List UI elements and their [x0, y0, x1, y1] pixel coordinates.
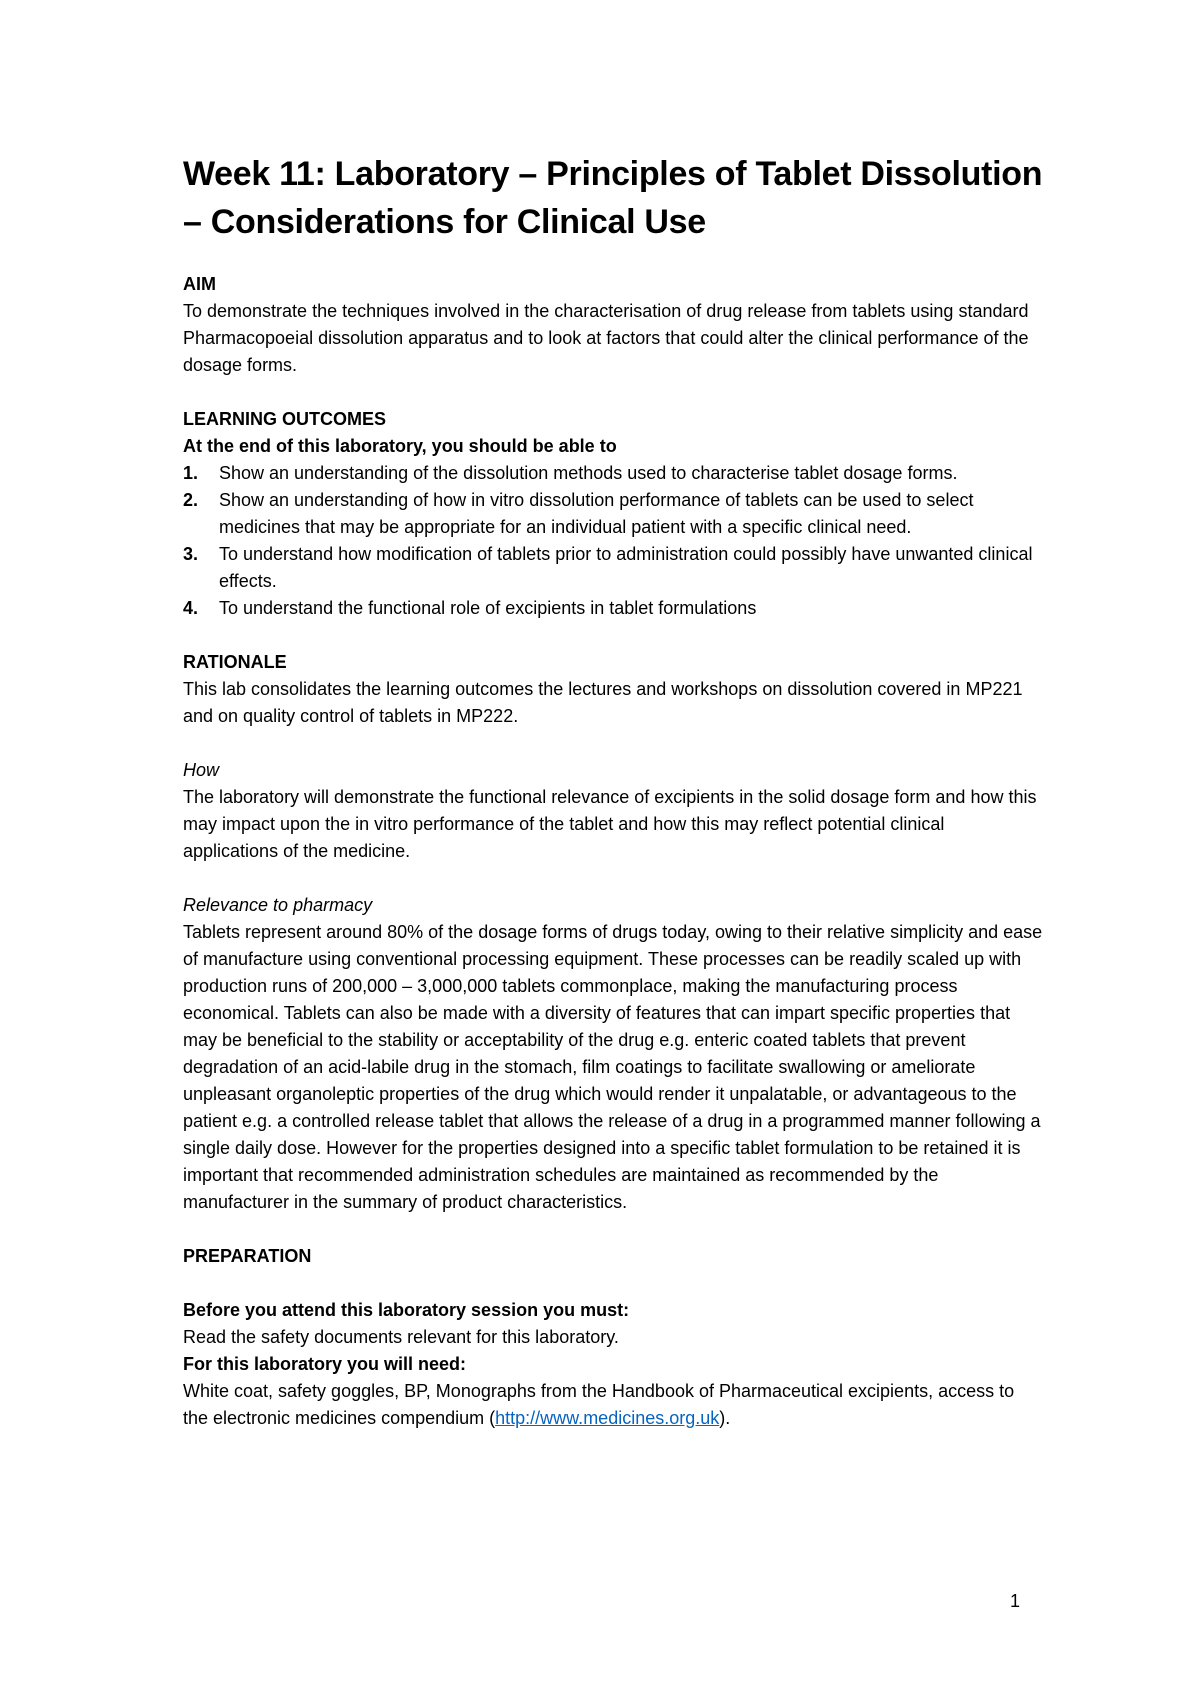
- list-item-number: 1.: [183, 463, 199, 483]
- rationale-heading: RATIONALE: [183, 652, 287, 672]
- learning-outcomes-section: [183, 406, 1043, 622]
- aim-text: To demonstrate the techniques involved in the characterisation of drug release from tablets using standard Pharmacopoeial dissolution apparatus and to look at factors that could alter the clinical performance of the dosage forms.: [183, 301, 1029, 375]
- aim-heading: AIM: [183, 274, 216, 294]
- list-item-text: To understand how modification of tablets prior to administration could possibly have unwanted clinical effects.: [219, 544, 1033, 591]
- preparation-heading: PREPARATION: [183, 1246, 312, 1266]
- list-item: [183, 487, 1043, 541]
- preparation-heading-section: [183, 1243, 1043, 1270]
- need-text: [183, 1378, 1043, 1432]
- how-heading: How: [183, 760, 220, 780]
- learning-outcomes-list: [183, 460, 1043, 622]
- list-item: [183, 541, 1043, 595]
- list-item-text: Show an understanding of the dissolution methods used to characterise tablet dosage forms.: [219, 463, 958, 483]
- how-text: The laboratory will demonstrate the functional relevance of excipients in the solid dosage form and how this may impact upon the in vitro performance of the tablet and how this may reflect potential clinical applications of the medicine.: [183, 787, 1037, 861]
- learning-outcomes-heading: LEARNING OUTCOMES: [183, 409, 387, 429]
- how-section: [183, 757, 1043, 865]
- rationale-text: This lab consolidates the learning outcomes the lectures and workshops on dissolution covered in MP221 and on quality control of tablets in MP222.: [183, 679, 1023, 726]
- medicines-compendium-link[interactable]: http://www.medicines.org.uk: [495, 1408, 720, 1428]
- list-item-text: To understand the functional role of excipients in tablet formulations: [219, 598, 757, 618]
- page-number: 1: [1010, 1591, 1021, 1611]
- page-title: Week 11: Laboratory – Principles of Tablet Dissolution – Considerations for Clinical Use: [183, 155, 1043, 241]
- need-heading: For this laboratory you will need:: [183, 1354, 467, 1374]
- rationale-section: [183, 649, 1043, 730]
- aim-section: [183, 271, 1043, 379]
- need-text-end: ).: [719, 1408, 731, 1428]
- preparation-section: [183, 1297, 1043, 1432]
- document-page: [183, 150, 1043, 1432]
- list-item: [183, 460, 1043, 487]
- list-item-number: 2.: [183, 490, 199, 510]
- relevance-heading: Relevance to pharmacy: [183, 895, 373, 915]
- learning-outcomes-intro: At the end of this laboratory, you should be able to: [183, 436, 617, 456]
- list-item: [183, 595, 1043, 622]
- list-item-text: Show an understanding of how in vitro dissolution performance of tablets can be used to select medicines that may be appropriate for an individual patient with a specific clinical need.: [219, 490, 974, 537]
- relevance-section: [183, 892, 1043, 1216]
- list-item-number: 4.: [183, 598, 199, 618]
- need-text-start: White coat, safety goggles, BP, Monographs from the Handbook of Pharmaceutical excipients, access to the electronic medicines compendium (: [183, 1381, 1015, 1428]
- before-heading: Before you attend this laboratory session you must:: [183, 1300, 630, 1320]
- relevance-text: Tablets represent around 80% of the dosage forms of drugs today, owing to their relative simplicity and ease of manufacture using conventional processing equipment. These processes can be readily scaled up with production runs of 200,000 – 3,000,000 tablets commonplace, making the manufacturing process economical. Tablets can also be made with a diversity of features that can impart specific properties that may be beneficial to the stability or acceptability of the drug e.g. enteric coated tablets that prevent degradation of an acid-labile drug in the stomach, film coatings to facilitate swallowing or ameliorate unpleasant organoleptic properties of the drug which would render it unpalatable, or advantageous to the patient e.g. a controlled release tablet that allows the release of a drug in a programmed manner following a single daily dose. However for the properties designed into a specific tablet formulation to be retained it is important that recommended administration schedules are maintained as recommended by the manufacturer in the summary of product characteristics.: [183, 922, 1043, 1212]
- list-item-number: 3.: [183, 544, 199, 564]
- before-text: Read the safety documents relevant for this laboratory.: [183, 1327, 619, 1347]
